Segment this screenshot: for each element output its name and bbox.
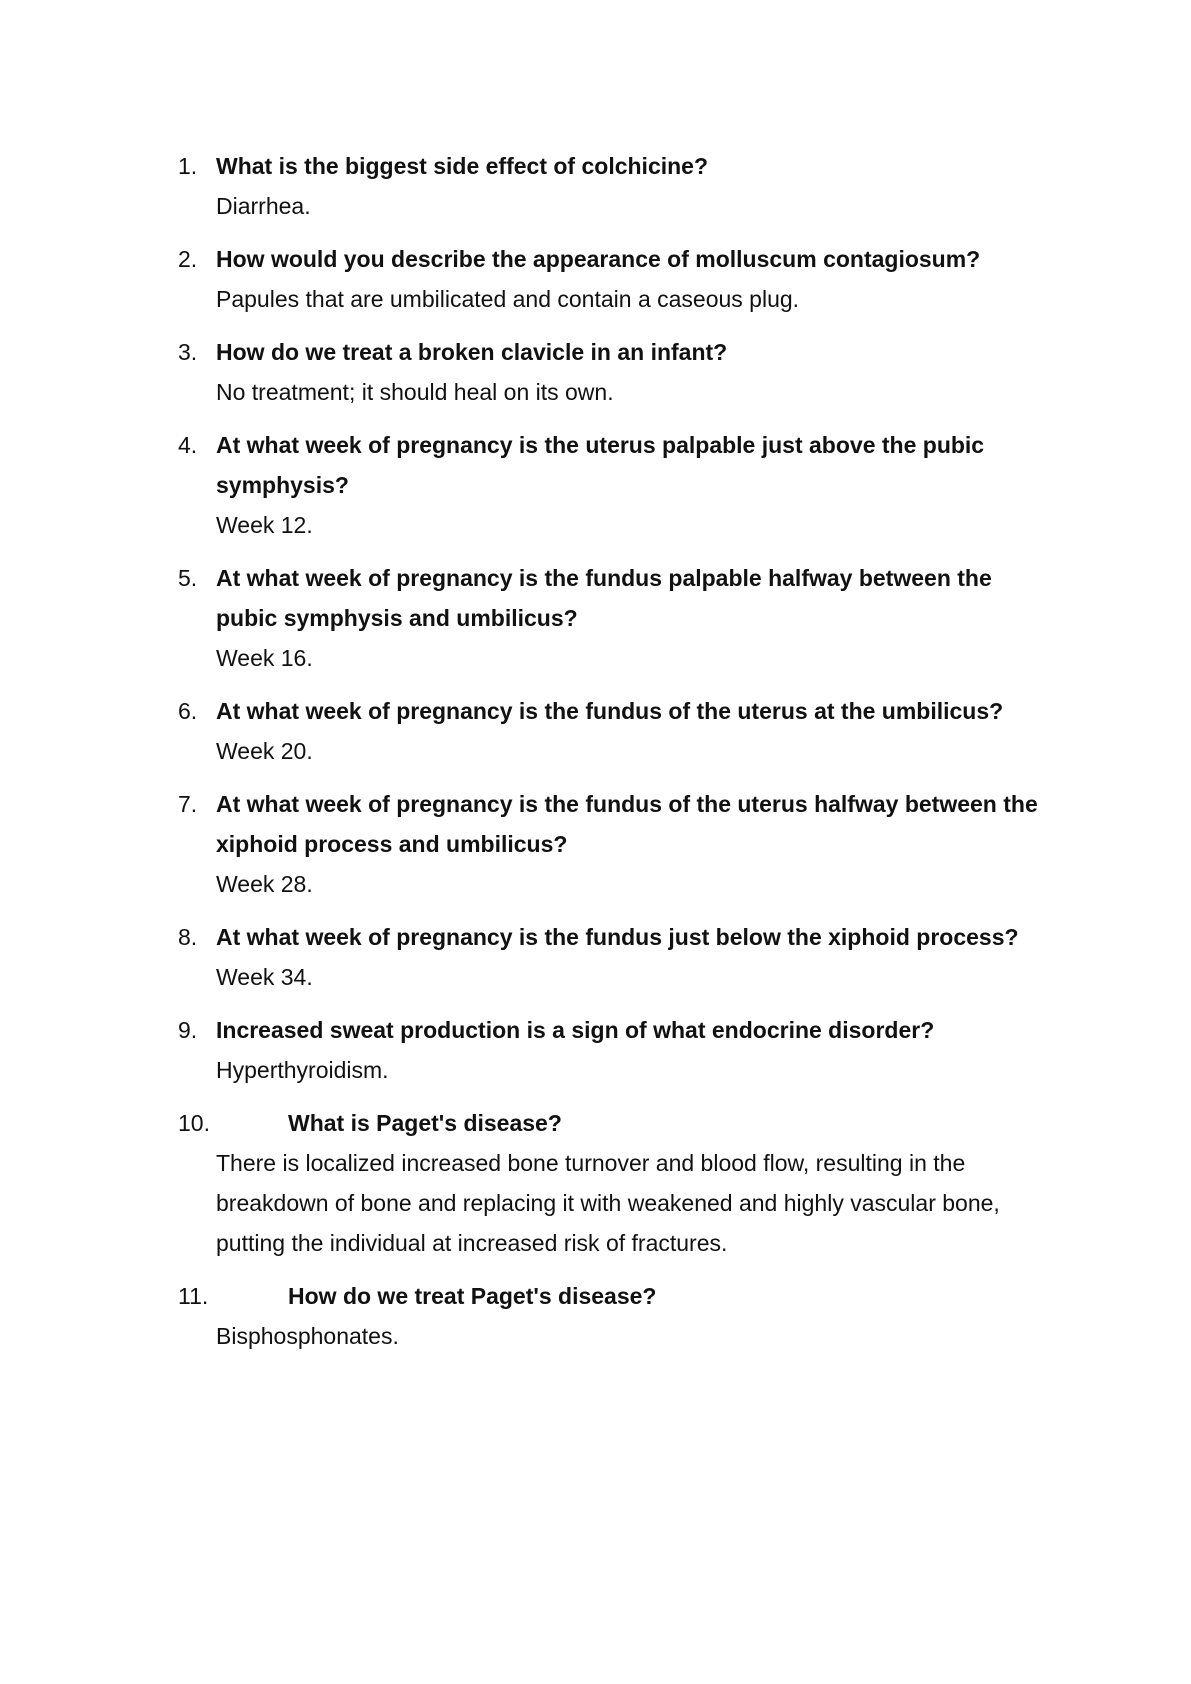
item-number: 2. xyxy=(178,246,198,272)
question-text: At what week of pregnancy is the fundus palpable halfway between the pubic symphysis and umbilicus? xyxy=(216,565,992,631)
qa-item-11 xyxy=(178,1276,1058,1356)
answer-text: Bisphosphonates. xyxy=(216,1323,399,1349)
question-text: How would you describe the appearance of molluscum contagiosum? xyxy=(216,246,981,272)
qa-body xyxy=(216,558,1058,678)
question-text: At what week of pregnancy is the fundus just below the xiphoid process? xyxy=(216,924,1019,950)
qa-body xyxy=(216,1276,1058,1356)
qa-item-4 xyxy=(178,425,1058,545)
item-number: 5. xyxy=(178,565,198,591)
item-number: 4. xyxy=(178,432,198,458)
answer-text: Week 16. xyxy=(216,645,313,671)
answer-text: Diarrhea. xyxy=(216,193,311,219)
qa-body xyxy=(216,239,1058,319)
answer-text: There is localized increased bone turnover and blood flow, resulting in the breakdown of bone and replacing it with weakened and highly vascular bone, putting the individual at increased risk of fractures. xyxy=(216,1150,1000,1256)
qa-item-10 xyxy=(178,1103,1058,1263)
qa-item-3 xyxy=(178,332,1058,412)
qa-body xyxy=(216,691,1058,771)
answer-text: Week 12. xyxy=(216,512,313,538)
item-number: 11. xyxy=(178,1283,209,1309)
qa-item-9 xyxy=(178,1010,1058,1090)
item-number: 8. xyxy=(178,924,198,950)
item-number: 3. xyxy=(178,339,198,365)
qa-body xyxy=(216,1010,1058,1090)
question-text: What is the biggest side effect of colchicine? xyxy=(216,153,709,179)
question-text: What is Paget's disease? xyxy=(288,1110,562,1136)
answer-text: Week 34. xyxy=(216,964,313,990)
item-number: 9. xyxy=(178,1017,198,1043)
qa-item-6 xyxy=(178,691,1058,771)
answer-text: Hyperthyroidism. xyxy=(216,1057,389,1083)
question-text: At what week of pregnancy is the fundus of the uterus halfway between the xiphoid process and umbilicus? xyxy=(216,791,1038,857)
question-text: How do we treat Paget's disease? xyxy=(288,1283,657,1309)
qa-body xyxy=(216,917,1058,997)
qa-item-5 xyxy=(178,558,1058,678)
item-number: 1. xyxy=(178,153,198,179)
qa-list xyxy=(178,146,1058,1369)
answer-text: Week 20. xyxy=(216,738,313,764)
question-text: At what week of pregnancy is the uterus palpable just above the pubic symphysis? xyxy=(216,432,985,498)
question-text: How do we treat a broken clavicle in an infant? xyxy=(216,339,728,365)
qa-body xyxy=(216,425,1058,545)
answer-text: Papules that are umbilicated and contain a caseous plug. xyxy=(216,286,800,312)
answer-text: No treatment; it should heal on its own. xyxy=(216,379,614,405)
question-text: Increased sweat production is a sign of what endocrine disorder? xyxy=(216,1017,935,1043)
qa-body xyxy=(216,784,1058,904)
qa-item-8 xyxy=(178,917,1058,997)
item-number: 10. xyxy=(178,1110,210,1136)
qa-body xyxy=(216,1103,1058,1263)
qa-item-7 xyxy=(178,784,1058,904)
question-text: At what week of pregnancy is the fundus of the uterus at the umbilicus? xyxy=(216,698,1004,724)
qa-body xyxy=(216,332,1058,412)
item-number: 6. xyxy=(178,698,198,724)
qa-body xyxy=(216,146,1058,226)
item-number: 7. xyxy=(178,791,198,817)
qa-item-2 xyxy=(178,239,1058,319)
answer-text: Week 28. xyxy=(216,871,313,897)
qa-item-1 xyxy=(178,146,1058,226)
